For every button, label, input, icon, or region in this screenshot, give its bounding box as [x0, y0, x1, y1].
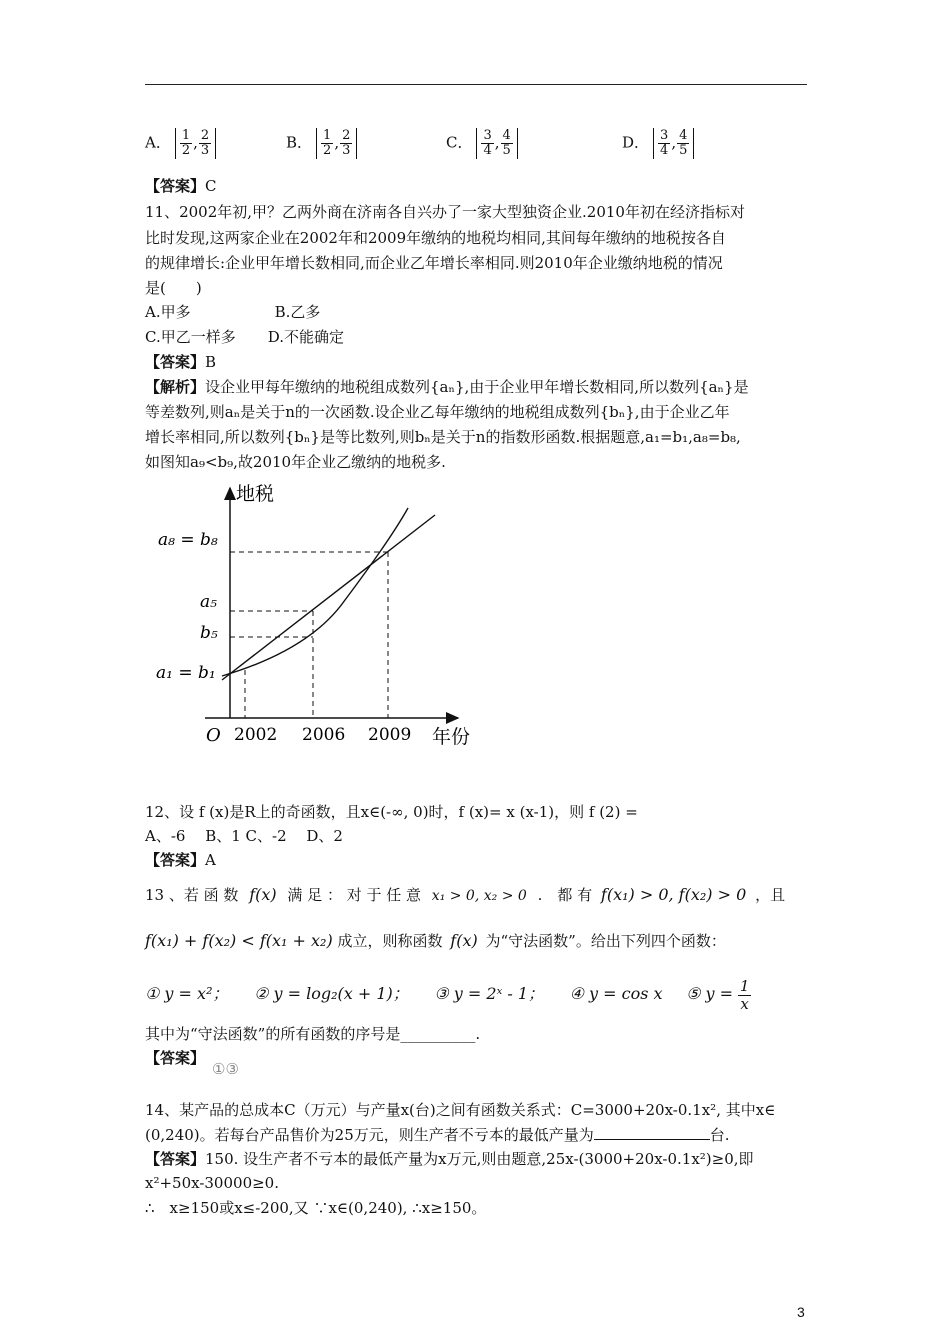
q11-line4: 是( ): [145, 279, 202, 297]
func-5: ⑤ y =: [686, 984, 734, 1003]
q12-options: A、-6 B、1 C、-2 D、2: [145, 827, 343, 845]
label-a8-b8: a₈ = b₈: [158, 530, 218, 550]
y-axis-label: 地税: [236, 483, 275, 505]
x-axis-label: 年份: [432, 726, 471, 748]
q11-analysis3: 增长率相同,所以数列{bₙ}是等比数列,则bₙ是关于n的指数形函数.根据题意,a₁=b₁,a₈=b₈,: [145, 428, 741, 446]
q13-question: 其中为“守法函数”的所有函数的序号是__________.: [145, 1025, 481, 1043]
q12-answer: 【答案】A: [145, 851, 216, 869]
q13-answer: ①③: [212, 1060, 239, 1078]
func-1: ① y = x²；: [145, 984, 229, 1003]
q12-text: 12、设 f (x)是R上的奇函数，且x∈(-∞, 0)时，f (x)= x (x-1)，则 f (2) =: [145, 803, 638, 821]
q11-analysis4: 如图知a₉<b₉,故2010年企业乙缴纳的地税多.: [145, 453, 446, 471]
q14-line5: ∴ x≥150或x≤-200,又 ∵x∈(0,240), ∴x≥150。: [145, 1199, 487, 1217]
q14-line2: (0,240)。若每台产品售价为25万元，则生产者不亏本的最低产量为 台.: [145, 1126, 730, 1144]
q11-line2: 比时发现,这两家企业在2002年和2009年缴纳的地税均相同,其间每年缴纳的地税按各自: [145, 229, 726, 247]
q11-options-row1: A.甲多 B.乙多: [145, 303, 321, 321]
q14-line1: 14、某产品的总成本C（万元）与产量x(台)之间有函数关系式：C=3000+20x-0.1x², 其中x∈: [145, 1101, 776, 1119]
q13-line1: 13 、若 函 数 f(x) 满 足 ： 对 于 任 意 x₁ > 0, x₂ > 0 . 都 有 f(x₁) > 0, f(x₂) > 0 ，且: [145, 885, 786, 904]
q11-line1: 11、2002年初,甲？乙两外商在济南各自兴办了一家大型独资企业.2010年初在经济指标对: [145, 203, 745, 221]
x-tick-2002: 2002: [234, 725, 278, 745]
arithmetic-line: [222, 515, 435, 680]
geometric-curve: [222, 508, 408, 676]
q11-analysis1: 【解析】设企业甲每年缴纳的地税组成数列{aₙ},由于企业甲年增长数相同,所以数列{aₙ}是: [145, 378, 749, 396]
q13-answer-label: 【答案】: [145, 1049, 206, 1067]
func-3: ③ y = 2ˣ - 1；: [434, 984, 545, 1003]
label-a5: a₅: [200, 592, 217, 612]
q11-line3: 的规律增长:企业甲年增长数相同,而企业乙年增长率相同.则2010年企业缴纳地税的情况: [145, 254, 723, 272]
q14-line3: 【答案】150. 设生产者不亏本的最低产量为x万元,则由题意,25x-(3000+20x-0.1x²)≥0,即: [145, 1150, 754, 1168]
option-d: D． $\frac{3}{4}$ , $\frac{4}{5}$: [622, 128, 694, 159]
q11-answer: 【答案】B: [145, 353, 217, 371]
q13-functions: [145, 976, 751, 1013]
q11-options-row2: C.甲乙一样多 D.不能确定: [145, 328, 344, 346]
x-tick-2009: 2009: [368, 725, 412, 745]
option-b: B． $\frac{1}{2}$ , $\frac{2}{3}$: [286, 128, 357, 159]
q13-line2: f(x₁) + f(x₂) < f(x₁ + x₂) 成立，则称函数 f(x) 为“守法函数”。给出下列四个函数：: [145, 931, 726, 950]
q14-line4: x²+50x-30000≥0.: [145, 1174, 279, 1192]
label-a1-b1: a₁ = b₁: [156, 663, 216, 683]
option-c: C． $\frac{3}{4}$ , $\frac{4}{5}$: [446, 128, 518, 159]
func-5-fraction: $\frac{1}{x}$: [739, 976, 750, 1013]
label-b5: b₅: [200, 623, 218, 643]
page-number: 3: [797, 1304, 805, 1320]
func-4: ④ y = cos x: [569, 984, 663, 1003]
func-2: ② y = log₂(x + 1)；: [254, 984, 409, 1003]
origin-label: O: [206, 725, 221, 746]
q10-answer: 【答案】C: [145, 177, 217, 195]
option-a: A． $\frac{1}{2}$ , $\frac{2}{3}$: [145, 128, 216, 159]
q11-analysis2: 等差数列,则aₙ是关于n的一次函数.设企业乙每年缴纳的地税组成数列{bₙ},由于企业乙年: [145, 403, 730, 421]
header-rule: [145, 84, 807, 85]
tax-graph: [150, 480, 480, 750]
x-tick-2006: 2006: [302, 725, 346, 745]
